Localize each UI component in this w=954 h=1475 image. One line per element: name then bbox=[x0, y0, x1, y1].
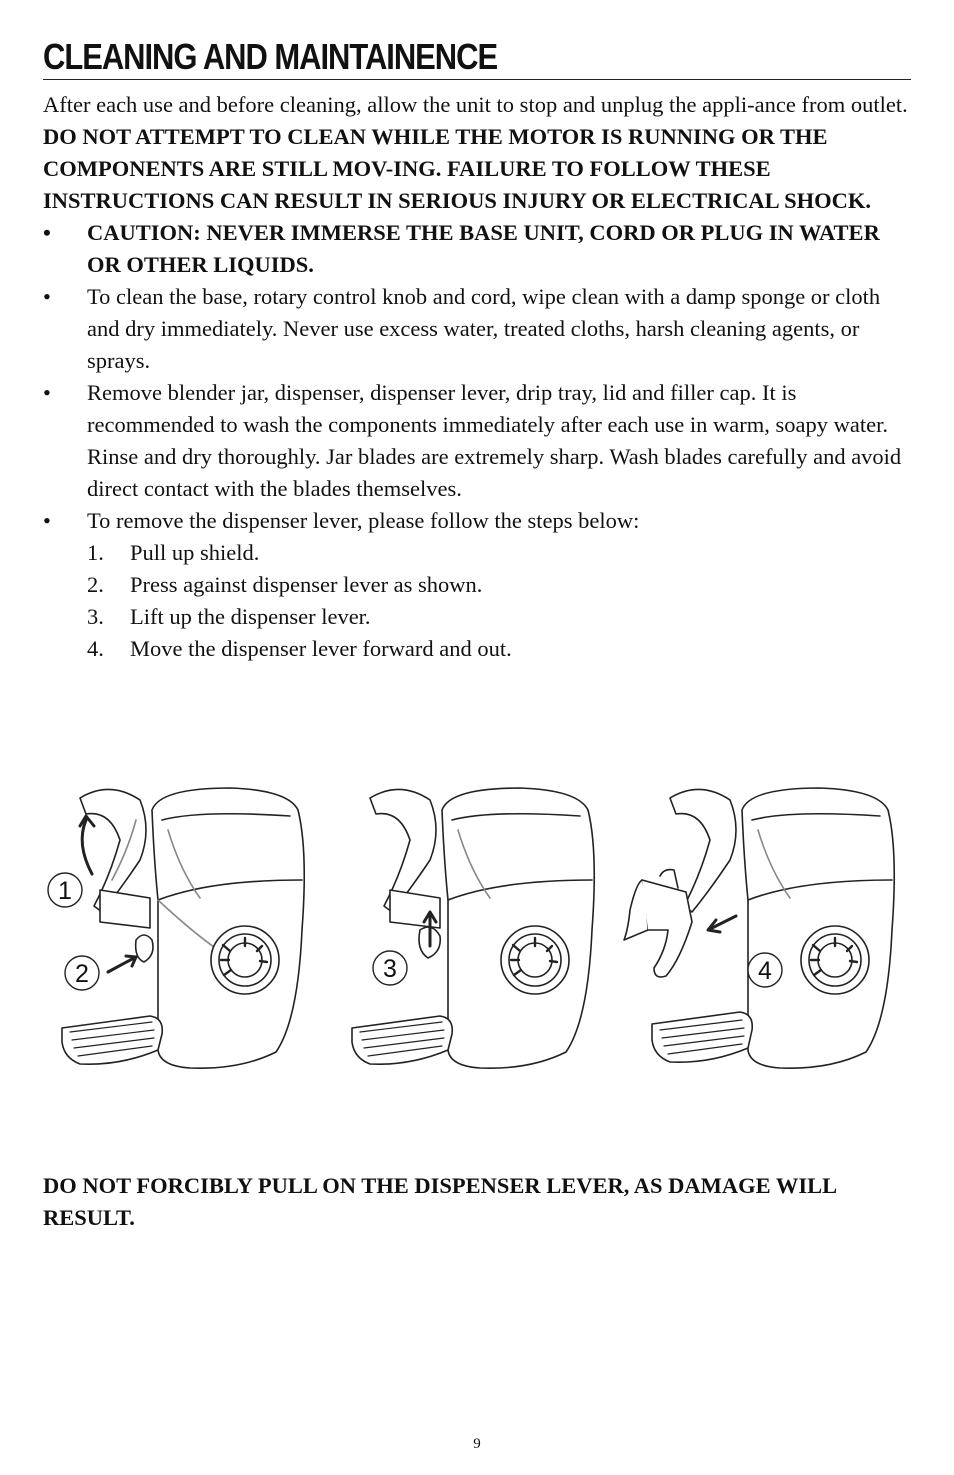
step-text: Lift up the dispenser lever. bbox=[130, 604, 371, 629]
step-item bbox=[87, 569, 915, 601]
step-number: 3. bbox=[87, 604, 104, 629]
dispenser-machine-drawing bbox=[62, 788, 304, 1068]
step-item bbox=[87, 537, 915, 569]
lever-warning: DO NOT FORCIBLY PULL ON THE DISPENSER LEVER, AS DAMAGE WILL RESULT. bbox=[43, 1173, 836, 1230]
step-item bbox=[87, 633, 915, 665]
cleaning-bullet-list bbox=[43, 217, 915, 665]
bullet-mark: • bbox=[43, 220, 51, 245]
dispenser-machine-drawing bbox=[352, 788, 594, 1068]
step-number: 4. bbox=[87, 636, 104, 661]
bullet-mark: • bbox=[43, 284, 51, 309]
bullet-remove-lever bbox=[43, 505, 915, 665]
section-heading: CLEANING AND MAINTAINENCE bbox=[43, 36, 498, 77]
heading-rule bbox=[43, 79, 911, 80]
bullet-text: To remove the dispenser lever, please follow the steps below: bbox=[87, 508, 640, 533]
page-number: 9 bbox=[473, 1436, 481, 1452]
figure-step-4 bbox=[620, 780, 910, 1080]
step-number: 1. bbox=[87, 540, 104, 565]
step-1-label: 1 bbox=[58, 877, 72, 905]
dispenser-machine-drawing bbox=[624, 788, 894, 1068]
bullet-text: To clean the base, rotary control knob and cord, wipe clean with a damp sponge or cloth and dry immediately. Never use excess water, treated cloths, harsh cleaning agents, or sprays. bbox=[87, 284, 881, 373]
step-number: 2. bbox=[87, 572, 104, 597]
bullet-caution bbox=[43, 217, 915, 281]
figure-step-3 bbox=[330, 780, 600, 1080]
figure-steps-1-2 bbox=[40, 780, 310, 1080]
bullet-clean-base bbox=[43, 281, 915, 377]
step-text: Press against dispenser lever as shown. bbox=[130, 572, 483, 597]
intro-warning-text: DO NOT ATTEMPT TO CLEAN WHILE THE MOTOR IS RUNNING OR THE COMPONENTS ARE STILL MOV-ING. FAILURE TO FOLLOW THESE INSTRUCTIONS CAN RESULT IN SERIOUS INJURY OR ELECTRICAL SHOCK. bbox=[43, 124, 871, 213]
lever-removal-steps bbox=[87, 537, 915, 665]
step-item bbox=[87, 601, 915, 633]
intro-paragraph bbox=[43, 89, 915, 217]
bullet-text: CAUTION: NEVER IMMERSE THE BASE UNIT, CORD OR PLUG IN WATER OR OTHER LIQUIDS. bbox=[87, 220, 880, 277]
intro-normal-text: After each use and before cleaning, allow the unit to stop and unplug the appli-ance from outlet. bbox=[43, 92, 908, 117]
body-text bbox=[43, 89, 915, 665]
step-4-label: 4 bbox=[758, 957, 772, 985]
bullet-mark: • bbox=[43, 380, 51, 405]
step-text: Pull up shield. bbox=[130, 540, 260, 565]
lever-removal-illustrations bbox=[40, 780, 920, 1080]
bullet-remove-components bbox=[43, 377, 915, 505]
bullet-text: Remove blender jar, dispenser, dispenser lever, drip tray, lid and filler cap. It is recommended to wash the components immediately after each use in warm, soapy water. Rinse and dry thoroughly. Jar blades are extremely sharp. Wash blades carefully and avoid direct contact with the blades themselves. bbox=[87, 380, 902, 501]
step-text: Move the dispenser lever forward and out. bbox=[130, 636, 512, 661]
step-3-label: 3 bbox=[383, 955, 397, 983]
step-2-label: 2 bbox=[75, 960, 89, 988]
bullet-mark: • bbox=[43, 508, 51, 533]
